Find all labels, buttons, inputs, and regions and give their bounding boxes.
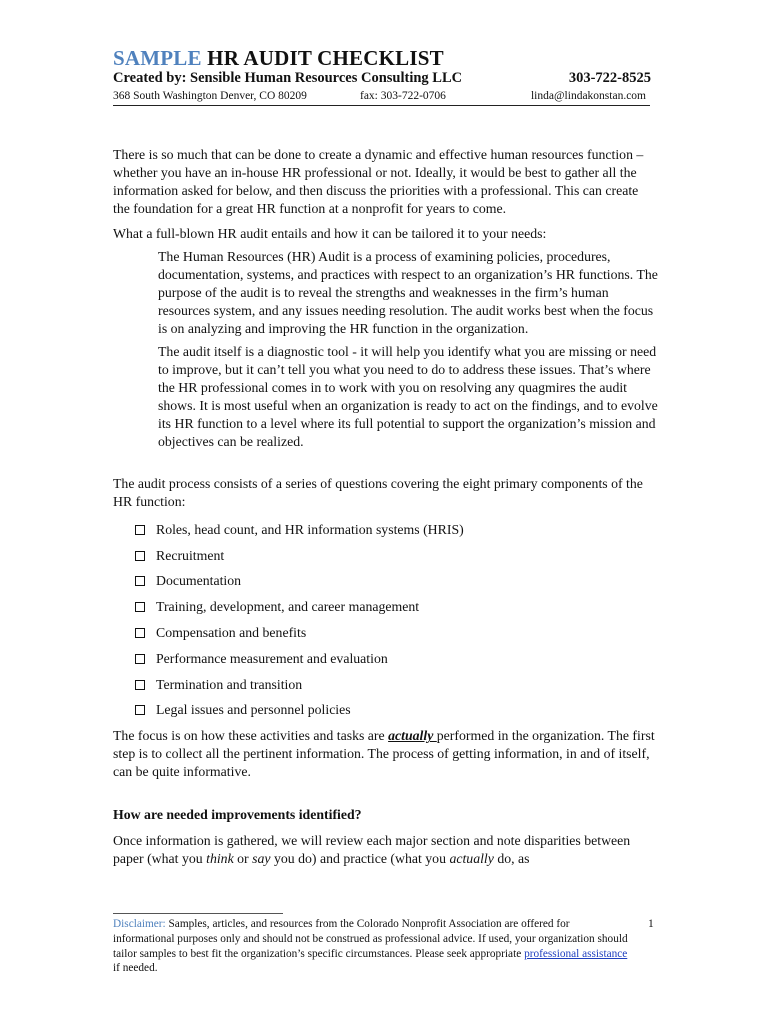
checkbox-icon [135,576,145,586]
checklist-item-label: Recruitment [156,547,225,563]
focus-emphasis: actually [388,728,437,744]
phone-number: 303-722-8525 [568,70,651,86]
section-heading: How are needed improvements identified? [113,807,362,823]
disclaimer [113,917,628,976]
checklist-item [135,569,658,595]
checklist-item [135,594,658,620]
italic-say: say [252,851,271,867]
created-by: Created by: Sensible Human Resources Consulting LLC [113,70,463,86]
improvements-text-4: do, as [493,851,530,867]
checklist-item-label: Compensation and benefits [156,625,307,641]
title-rest: HR AUDIT CHECKLIST [207,46,444,70]
indented-paragraph-2: The audit itself is a diagnostic tool - it will help you identify what you are missing or need to improve, but it can’t tell you what you need to do to address these issues. That’s where the HR professional comes in to work with you on resolving any quagmires the audit shows. It is most useful when an organization is ready to act on the findings, and to evolve its HR function to a level where its full potential to support the organization’s mission and objectives can be realized. [158,344,658,449]
title-accent: SAMPLE [113,46,202,70]
checkbox-icon [135,602,145,612]
email-address[interactable]: linda@lindakonstan.com [530,90,646,102]
italic-think: think [206,851,234,867]
checkbox-icon [135,654,145,664]
disclaimer-text-1: Samples, articles, and resources from the Colorado Nonprofit Association are offered for informational purposes only and should not be construed as professional advice. If used, your organization should tailor samples to best fit the organization’s specific circumstances. Please seek appropriate [113,918,628,960]
footer-divider [113,913,283,914]
contact-line [113,89,650,106]
focus-paragraph [113,727,658,781]
checklist-item [135,620,658,646]
checklist-item-label: Roles, head count, and HR information systems (HRIS) [156,521,464,537]
checklist-item [135,672,658,698]
address: 368 South Washington Denver, CO 80209 [113,90,307,102]
checkbox-icon [135,551,145,561]
intro-paragraph: There is so much that can be done to create a dynamic and effective human resources function – whether you have an in-house HR professional or not. Ideally, it would be best to gather all the information asked for below, and then discuss the priorities with a professional. This can create the foundation for a great HR function at a nonprofit for years to come. [113,147,644,216]
document-title [113,46,444,71]
checklist-item-label: Documentation [156,573,242,589]
lead-paragraph: What a full-blown HR audit entails and how it can be tailored it to your needs: [113,226,547,241]
improvements-paragraph [113,832,658,868]
checklist-item [135,517,658,543]
created-by-line [113,70,651,87]
checklist-item [135,646,658,672]
professional-assistance-link[interactable]: professional assistance [524,947,628,960]
checkbox-icon [135,628,145,638]
checklist-item-label: Termination and transition [156,676,303,692]
components-checklist [113,517,658,723]
checklist-item [135,543,658,569]
disclaimer-text-2: if needed. [113,962,158,975]
checkbox-icon [135,525,145,535]
focus-text-2: performed in the organization. The first step is to collect all the pertinent information. The process of getting information, in and of itself, can be quite informative. [113,728,655,780]
document-body [113,146,658,868]
improvements-text-1: Once information is gathered, we will review each major section and note disparities between paper (what you [113,833,631,867]
fax-number: fax: 303-722-0706 [360,90,446,102]
checklist-item-label: Training, development, and career management [156,599,420,615]
components-intro: The audit process consists of a series of questions covering the eight primary components of the HR function: [113,476,643,509]
checklist-item-label: Legal issues and personnel policies [156,702,351,718]
checklist-item [135,698,658,724]
improvements-text-3: you do) and practice (what you [270,851,450,867]
improvements-text-2: or [233,851,253,867]
checkbox-icon [135,680,145,690]
italic-actually: actually [449,851,494,867]
indented-paragraph-1: The Human Resources (HR) Audit is a process of examining policies, procedures, documentation, systems, and practices with respect to an organization’s HR functions. The purpose of the audit is to reveal the strengths and weaknesses in the firm’s human resources system, and any issues needing resolution. The audit works best when the focus is on analyzing and improving the HR function in the organization. [158,249,658,336]
disclaimer-label: Disclaimer: [113,918,166,930]
checklist-item-label: Performance measurement and evaluation [156,650,388,666]
checkbox-icon [135,705,145,715]
page-number: 1 [648,918,654,930]
focus-text-1: The focus is on how these activities and tasks are [113,728,389,744]
